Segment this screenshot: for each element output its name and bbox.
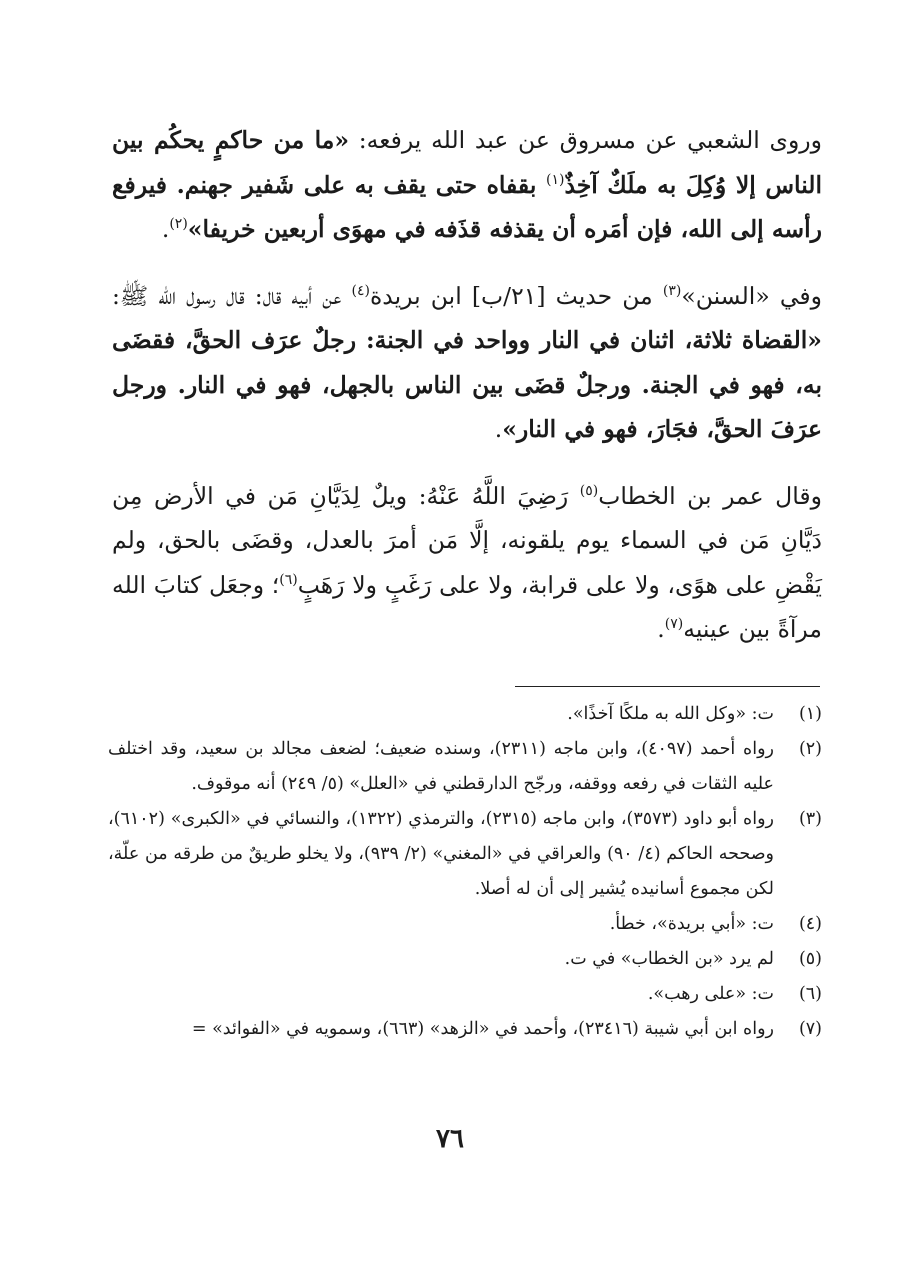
footnote-number: (٧) [798, 1019, 822, 1039]
footnote-text: رواه أحمد (٤٠٩٧)، وابن ماجه (٢٣١١)، وسنده ضعيف؛ لضعف مجالد بن سعيد، وقد اختلف عليه الثقات في رفعه ووقفه، ورجّح الدارقطني في «العلل» (٥/ ٢٤٩) أنه موقوف. [108, 739, 774, 794]
footnote-text: رواه ابن أبي شيبة (٢٣٤١٦)، وأحمد في «الزهد» (٦٦٣)، وسمويه في «الفوائد» = [191, 1019, 774, 1039]
footnote-number: (٣) [798, 809, 822, 829]
footnote-number: (٥) [798, 949, 822, 969]
paragraph-end: . [494, 415, 503, 443]
main-text [112, 118, 822, 652]
footnote-ref-2[interactable]: (٢) [169, 216, 188, 233]
narration-intro: عن أبيه قال: قال رسول الله ﷺ: [112, 281, 352, 310]
hadith-text: «ما من حاكمٍ يحكُم بين الناس إلا وُكِلَ به ملَكٌ آخِذٌ [112, 126, 822, 199]
footnote-text: ت: «على رهب». [647, 984, 774, 1004]
page-number: ٧٦ [436, 1124, 464, 1154]
footnote-text: ت: «وكل الله به ملكًا آخذًا». [567, 704, 774, 724]
paragraph-3 [112, 474, 822, 652]
source-intro: وفي «السنن» [681, 281, 822, 310]
footnote-2 [108, 732, 822, 802]
footnote-number: (٤) [798, 914, 822, 934]
footnote-number: (٦) [798, 984, 822, 1004]
narration-intro: وروى الشعبي عن مسروق عن عبد الله يرفعه: [349, 126, 822, 154]
footnote-text: ت: «أبي بريدة»، خطأ. [609, 914, 774, 934]
footnote-ref-4[interactable]: (٤) [351, 282, 370, 299]
footnote-ref-1[interactable]: (١) [545, 171, 565, 188]
paragraph-2 [112, 274, 822, 452]
footnote-ref-7[interactable]: (٧) [664, 616, 684, 633]
footnote-ref-6[interactable]: (٦) [279, 571, 298, 588]
footnote-text: رواه أبو داود (٣٥٧٣)، وابن ماجه (٢٣١٥)، والترمذي (١٣٢٢)، والنسائي في «الكبرى» (٦١٠٢)، وصححه الحاكم (٤/ ٩٠) والعراقي في «المغني» (٢/ ٩٣٩)، ولا يخلو طريقٌ من طرقه من علّة، لكن مجموع أسانيده يُشير إلى أن له أصلا. [108, 809, 775, 899]
footnote-6 [108, 977, 822, 1012]
quote-text: رَضِيَ اللَّهُ عَنْهُ: ويلٌ لِدَيَّانِ مَن في الأرض مِن دَيَّانِ مَن في السماء يوم يلقونه، إلَّا مَن أمرَ بالعدل، وقضَى بالحق، ولم يَقْضِ على هوًى، ولا على قرابة، ولا على رَغَبٍ ولا رَهَبٍ [112, 481, 822, 599]
quote-intro: وقال عمر بن الخطاب [598, 481, 822, 510]
footnote-5 [108, 942, 822, 977]
source-detail: من حديث [٢١/ب] ابن بريدة [369, 281, 663, 310]
paragraph-end: . [161, 215, 170, 243]
paragraph-end: . [657, 615, 665, 643]
footnote-ref-5[interactable]: (٥) [579, 482, 599, 499]
footnote-text: لم يرد «بن الخطاب» في ت. [564, 949, 774, 969]
footnote-divider [515, 686, 820, 687]
footnote-1 [108, 697, 822, 732]
paragraph-1 [112, 118, 822, 252]
footnote-number: (١) [798, 704, 822, 724]
footnote-ref-3[interactable]: (٣) [662, 282, 682, 299]
hadith-text-continued: بقفاه حتى يقف به على شَفير جهنم. فيرفع رأسه إلى الله، فإن أمَره أن يقذفه قذَفه في مهوَى أربعين خريفا» [112, 170, 822, 243]
footnote-number: (٢) [798, 739, 822, 759]
footnotes [108, 697, 822, 1047]
footnote-4 [108, 907, 822, 942]
footnote-7 [108, 1012, 822, 1047]
footnote-3 [108, 802, 822, 907]
quote-text-continued: ؛ وجعَل كتابَ الله مرآةً بين عينيه [112, 570, 822, 643]
hadith-text: «القضاة ثلاثة، اثنان في النار وواحد في الجنة: رجلٌ عرَف الحقَّ، فقضَى به، فهو في الجنة. ورجلٌ قضَى بين الناس بالجهل، فهو في النار. ورجل عرَفَ الحقَّ، فجَارَ، فهو في النار» [112, 326, 822, 443]
